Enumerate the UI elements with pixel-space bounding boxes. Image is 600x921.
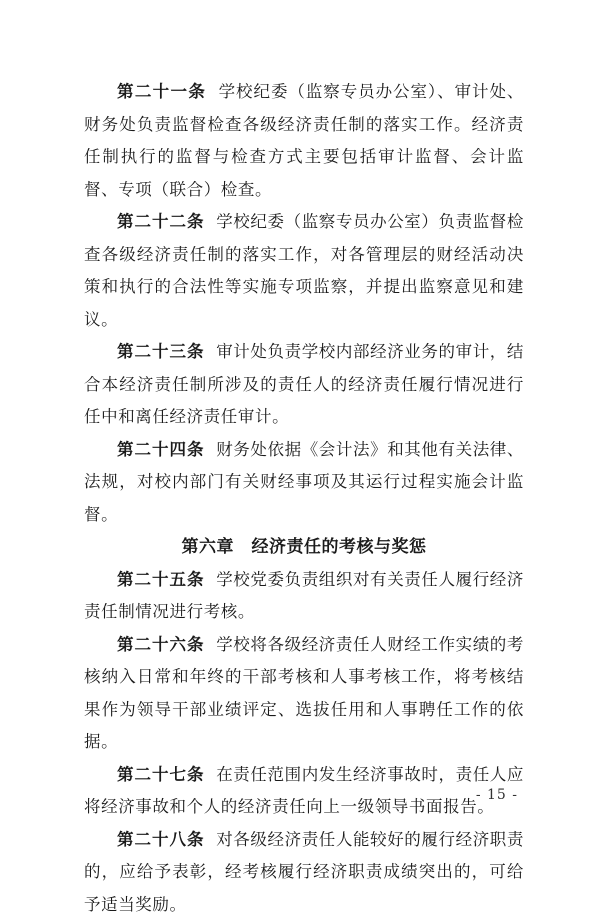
article-number: 第二十一条 bbox=[117, 82, 206, 101]
article-text: 审计处负责学校内部经济业务的审计，结合本经济责任制所涉及的责任人的经济责任履行情况进行任中和离任经济责任审计。 bbox=[84, 342, 524, 426]
article-number: 第二十二条 bbox=[117, 212, 205, 231]
article-number: 第二十三条 bbox=[117, 342, 205, 361]
article-text: 财务处依据《会计法》和其他有关法律、法规，对校内部门有关财经事项及其运行过程实施会计监督。 bbox=[84, 440, 524, 524]
chapter-heading: 第六章 经济责任的考核与奖惩 bbox=[84, 531, 524, 564]
article-text: 学校党委负责组织对有关责任人履行经济责任制情况进行考核。 bbox=[84, 570, 524, 622]
article-text: 学校纪委（监察专员办公室）负责监督检查各级经济责任制的落实工作，对各管理层的财经活动决策和执行的合法性等实施专项监察，并提出监察意见和建议。 bbox=[84, 212, 524, 329]
article-25 bbox=[84, 564, 524, 629]
article-26 bbox=[84, 629, 524, 759]
article-21 bbox=[84, 76, 524, 206]
article-text: 在责任范围内发生经济事故时，责任人应将经济事故和个人的经济责任向上一级领导书面报告。 bbox=[84, 765, 524, 817]
article-27 bbox=[84, 759, 524, 824]
article-number: 第二十四条 bbox=[117, 440, 205, 459]
article-24 bbox=[84, 434, 524, 532]
article-text: 学校将各级经济责任人财经工作实绩的考核纳入日常和年终的干部考核和人事考核工作，将考核结果作为领导干部业绩评定、选拔任用和人事聘任工作的依据。 bbox=[84, 635, 524, 752]
article-text: 对各级经济责任人能较好的履行经济职责的，应给予表彰，经考核履行经济职责成绩突出的，可给予适当奖励。 bbox=[84, 830, 524, 914]
article-28 bbox=[84, 824, 524, 921]
article-22 bbox=[84, 206, 524, 336]
article-text: 学校纪委（监察专员办公室）、审计处、财务处负责监督检查各级经济责任制的落实工作。经济责任制执行的监督与检查方式主要包括审计监督、会计监督、专项（联合）检查。 bbox=[84, 82, 524, 199]
document-body bbox=[84, 76, 524, 921]
article-23 bbox=[84, 336, 524, 434]
article-number: 第二十七条 bbox=[117, 765, 205, 784]
article-number: 第二十五条 bbox=[117, 570, 205, 589]
article-number: 第二十八条 bbox=[117, 830, 205, 849]
page-number: - 15 - bbox=[476, 787, 518, 803]
article-number: 第二十六条 bbox=[117, 635, 205, 654]
